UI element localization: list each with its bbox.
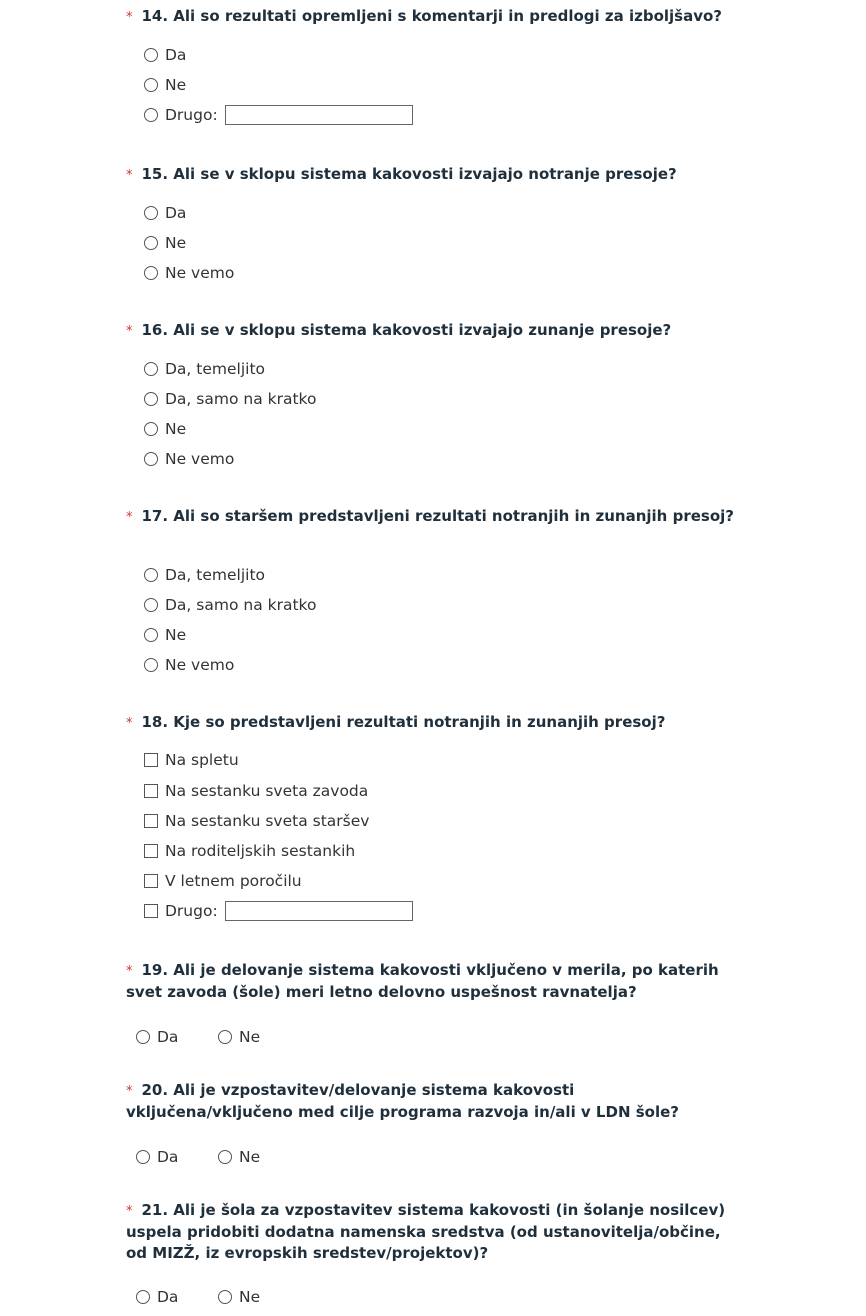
q19-option-ne[interactable]: Ne [218, 1026, 260, 1048]
q15-option-da[interactable]: Da [144, 202, 186, 224]
q18-other-input[interactable] [225, 901, 413, 921]
question-title: * 20. Ali je vzpostavitev/delovanje sistema kakovosti vključena/vključeno med cilje programa razvoja in/ali v LDN šole? [126, 1081, 679, 1121]
radio-button[interactable] [136, 1030, 150, 1044]
q14-other-input[interactable] [225, 105, 413, 125]
required-asterisk: * [126, 1084, 133, 1099]
checkbox[interactable] [144, 784, 158, 798]
q20-option-ne[interactable]: Ne [218, 1146, 260, 1168]
q18-option-2[interactable]: Na sestanku sveta zavoda [144, 780, 368, 802]
checkbox[interactable] [144, 753, 158, 767]
q21-option-da[interactable]: Da [136, 1286, 178, 1308]
radio-button[interactable] [144, 598, 158, 612]
question-title: * 16. Ali se v sklopu sistema kakovosti izvajajo zunanje presoje? [126, 321, 672, 339]
radio-button[interactable] [144, 236, 158, 250]
question-title: * 18. Kje so predstavljeni rezultati notranjih in zunanjih presoj? [126, 713, 666, 731]
radio-button[interactable] [144, 658, 158, 672]
q19-option-da[interactable]: Da [136, 1026, 178, 1048]
required-asterisk: * [126, 324, 133, 339]
radio-button[interactable] [144, 48, 158, 62]
q18-option-5[interactable]: V letnem poročilu [144, 870, 302, 892]
radio-button[interactable] [144, 422, 158, 436]
q14-option-ne[interactable]: Ne [144, 74, 186, 96]
q17-option-1[interactable]: Da, temeljito [144, 564, 265, 586]
radio-button[interactable] [144, 452, 158, 466]
q15-option-ne-vemo[interactable]: Ne vemo [144, 262, 234, 284]
radio-button[interactable] [144, 628, 158, 642]
q18-option-3[interactable]: Na sestanku sveta staršev [144, 810, 369, 832]
q20-option-da[interactable]: Da [136, 1146, 178, 1168]
radio-button[interactable] [144, 266, 158, 280]
checkbox[interactable] [144, 844, 158, 858]
radio-button[interactable] [144, 206, 158, 220]
radio-button[interactable] [218, 1290, 232, 1304]
required-asterisk: * [126, 168, 133, 183]
q16-option-1[interactable]: Da, temeljito [144, 358, 265, 380]
q21-option-ne[interactable]: Ne [218, 1286, 260, 1308]
q17-option-3[interactable]: Ne [144, 624, 186, 646]
required-asterisk: * [126, 964, 133, 979]
question-title: * 17. Ali so staršem predstavljeni rezultati notranjih in zunanjih presoj? [126, 507, 734, 525]
radio-button[interactable] [144, 392, 158, 406]
q17-option-4[interactable]: Ne vemo [144, 654, 234, 676]
question-title: * 19. Ali je delovanje sistema kakovosti vključeno v merila, po katerih svet zavoda (šole) meri letno delovno uspešnost ravnatelja? [126, 961, 719, 1001]
q16-option-2[interactable]: Da, samo na kratko [144, 388, 316, 410]
q14-option-other[interactable]: Drugo: [144, 104, 413, 126]
radio-button[interactable] [218, 1150, 232, 1164]
checkbox[interactable] [144, 874, 158, 888]
q18-option-4[interactable]: Na roditeljskih sestankih [144, 840, 355, 862]
q16-option-4[interactable]: Ne vemo [144, 448, 234, 470]
required-asterisk: * [126, 716, 133, 731]
radio-button[interactable] [144, 568, 158, 582]
question-title: * 15. Ali se v sklopu sistema kakovosti izvajajo notranje presoje? [126, 165, 677, 183]
q14-option-da[interactable]: Da [144, 44, 186, 66]
radio-button[interactable] [136, 1290, 150, 1304]
radio-button[interactable] [136, 1150, 150, 1164]
required-asterisk: * [126, 510, 133, 525]
question-title: * 21. Ali je šola za vzpostavitev sistema kakovosti (in šolanje nosilcev) uspela pridobiti dodatna namenska sredstva (od ustanovitelja/občine, od MIZŽ, iz evropskih sredstev/projektov)? [126, 1201, 726, 1262]
radio-button[interactable] [144, 78, 158, 92]
radio-button[interactable] [144, 362, 158, 376]
q17-option-2[interactable]: Da, samo na kratko [144, 594, 316, 616]
q18-option-other[interactable]: Drugo: [144, 900, 413, 922]
checkbox[interactable] [144, 904, 158, 918]
checkbox[interactable] [144, 814, 158, 828]
q18-option-1[interactable]: Na spletu [144, 749, 239, 771]
radio-button[interactable] [218, 1030, 232, 1044]
required-asterisk: * [126, 10, 133, 25]
question-title: * 14. Ali so rezultati opremljeni s komentarji in predlogi za izboljšavo? [126, 7, 723, 25]
q15-option-ne[interactable]: Ne [144, 232, 186, 254]
required-asterisk: * [126, 1204, 133, 1219]
q16-option-3[interactable]: Ne [144, 418, 186, 440]
radio-button[interactable] [144, 108, 158, 122]
